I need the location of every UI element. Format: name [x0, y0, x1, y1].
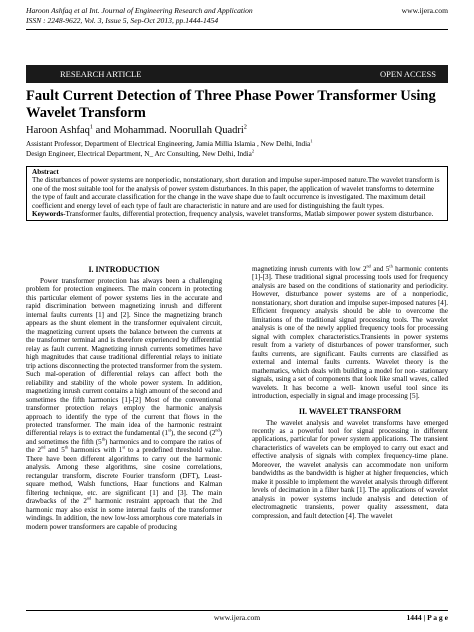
- affiliation-2-text: Design Engineer, Electrical Department, N_ Arc Consulting, New Delhi, India: [26, 150, 252, 158]
- footer-site[interactable]: www.ijera.com: [213, 613, 261, 622]
- running-header: [26, 6, 448, 25]
- page-footer: [26, 613, 448, 623]
- intro-paragraph-continued: magnetizing inrush currents with low 2nd and 5th harmonic contents [1]-[3]. These traditional signal processing tools used for frequency analysis are based on the conditions of stationarity and periodicity. However, disturbance power systems are of a nonperiodic, nonstationary, short duration and impulse super-imposed natures [4]. Efficient frequency analysis should be able to overcome the limitations of the traditional signal processing tools. The wavelet analysis is one of the newly applied frequency tools for processing signal with complex characteristics.Transients in power systems result from a variety of disturbances of power transformer, such faults currents, are significant. Faults currents are classified as external and internal faults currents. Wavelet theory is the mathematics, which deals with building a model for non- stationary signals, using a set of components that look like small waves, called wavelets. It has become a well- known useful tool since its introduction, especially in signal and image processing [5].: [252, 263, 448, 401]
- article-banner: [26, 65, 448, 83]
- intro-paragraph-1: Power transformer protection has always been a challenging problem for protection engineers. The main concern in protecting this particular element of power systems lies in the accurate and rapid discrimination between magnetizing inrush and different internal faults currents [1] and [2]. Since the magnetizing branch appears as the shunt element in the transformer equivalent circuit, the magnetizing current upsets the balance between the currents at the transformer terminal and is therefore experienced by differential relay as fault current. Magnetizing inrush currents sometimes have high magnitudes that cause traditional differential relays to initiate trip actions disconnecting the protected transformer from the system. Such mal-operation of differential relays can affect both the reliability and stability of the whole power system. In addition, magnetizing inrush current contains a high amount of the second and sometimes the fifth harmonics [1]-[2] Most of the conventional transformer protection relays employ the harmonic analysis approach to identify the type of the current that flows in the protected transformer. The main idea of the harmonic restraint differential relays is to extract the fundamental (1st), the second (2nd) and sometimes the fifth (5th) harmonics and to compare the ratios of the 2nd and 5th harmonics with 1st to a predefined threshold value. There have been different algorithms to carry out the harmonic analysis. Among these algorithms, sine cosine correlations, rectangular transform, discrete Fourier transform (DFT), Least-square method, Walsh functions, Haar functions and Kalman filtering technique, etc. are significant [1] and [3]. The main drawbacks of the 2nd harmonic restraint approach that the 2nd harmonic may also exist in some internal faults of the transformer windings. In addition, the new low-loss amorphous core materials in modern power transformers are capable of producing: [26, 277, 223, 531]
- author-1: Haroon Ashfaq: [26, 125, 90, 136]
- article-type: RESEARCH ARTICLE: [60, 69, 142, 79]
- wavelet-paragraph-1: The wavelet analysis and wavelet transforms have emerged recently as a powerful tool for signal processing in different applications, particular for power system applications. The transient characteristics of wavelets can be employed to carry out exact and effective analysis of signals with complex frequency-time plane. Moreover, the wavelet analysis can accommodate non uniform bandwidths as the bandwidth is higher at higher frequencies, which make it possible to implement the wavelet analysis through different levels of decimation in a filter bank [1]. The applications of wavelet analysis in power systems include analysis and detection of electromagnetic transients, power quality assessment, data compression, and fault detection [4]. The wavelet: [252, 418, 448, 520]
- right-column: [252, 265, 448, 520]
- abstract-label: Abstract: [32, 168, 59, 176]
- author-1-sup: 1: [89, 123, 94, 131]
- author-2: and Mohammad. Noorullah Quadri: [93, 125, 244, 136]
- affiliation-2: [26, 150, 448, 159]
- wavelet-heading: II. WAVELET TRANSFORM: [298, 406, 402, 416]
- keywords-text: Transformer faults, differential protection, frequency analysis, wavelet transforms, Matlab simpower power system disturbance.: [65, 210, 434, 219]
- journal-line: Haroon Ashfaq et al Int. Journal of Engineering Research and Application: [26, 6, 253, 15]
- abstract-text: The disturbances of power systems are nonperiodic, nonstationary, short duration and impulse super-imposed nature.The wavelet transform is one of the most suitable tool for the analysis of power system disturbances. In this paper, the application of wavelet transforms to determine the type of fault and accurate classification for the change in the wave shape due to fault occurrence is investigated. The maximum detail coefficient and energy level of each type of fault are characteristic in nature and are used for distinguishing the fault types.: [32, 176, 440, 210]
- author-2-sup: 2: [243, 123, 247, 131]
- affiliation-1: [26, 140, 448, 149]
- left-column: [26, 265, 222, 531]
- website-link[interactable]: www.ijera.com: [401, 6, 448, 15]
- affiliation-1-text: Assistant Professor, Department of Electrical Engineering, Jamia Millia Islamia , New Delhi, India: [26, 140, 311, 148]
- author-list: [26, 125, 247, 136]
- paper-title: Fault Current Detection of Three Phase Power Transformer Using Wavelet Transform: [26, 88, 436, 121]
- access-type: OPEN ACCESS: [380, 69, 436, 79]
- footer-divider: [26, 610, 448, 611]
- affiliation-1-sup: 1: [310, 138, 313, 144]
- abstract-box: [26, 166, 448, 221]
- intro-heading: I. INTRODUCTION: [88, 265, 160, 274]
- header-divider: [26, 29, 448, 30]
- keywords-label: Keywords-: [32, 210, 66, 219]
- issn-line: ISSN : 2248-9622, Vol. 3, Issue 5, Sep-Oct 2013, pp.1444-1454: [26, 15, 219, 25]
- page-number: 1444 | P a g e: [406, 613, 448, 622]
- affiliation-2-sup: 2: [251, 148, 255, 154]
